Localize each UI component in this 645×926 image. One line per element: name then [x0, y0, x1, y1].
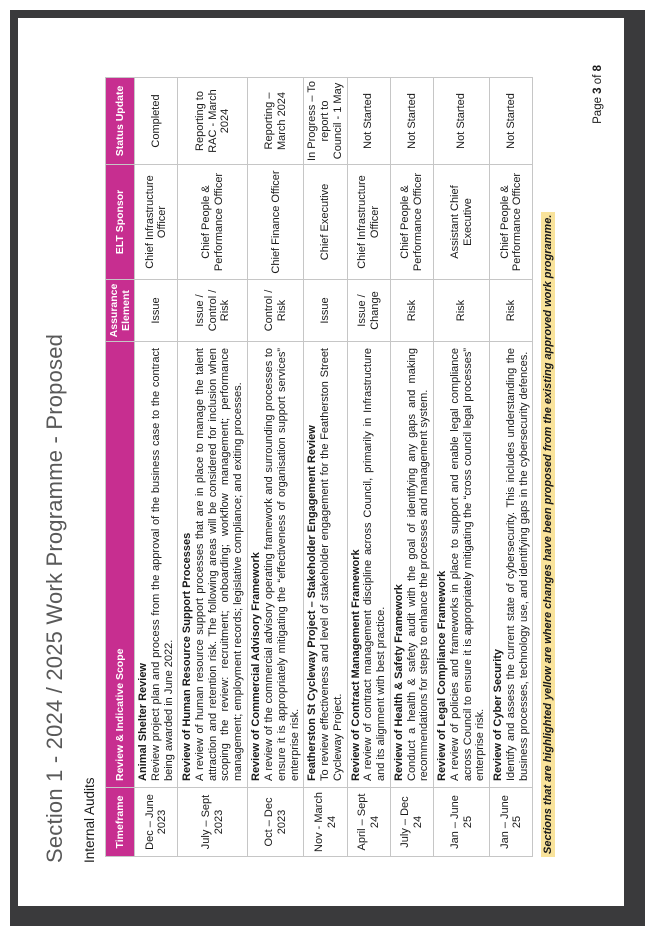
review-title: Review of Commercial Advisory Framework [250, 552, 263, 781]
timeframe-cell: Dec – June 2023 [135, 788, 178, 857]
sponsor-cell: Chief People & Performance Officer [490, 165, 533, 280]
table-row [178, 78, 248, 857]
status-cell: Not Started [347, 78, 390, 165]
status-cell: Completed [135, 78, 178, 165]
sponsor-cell: Chief Executive [304, 165, 347, 280]
column-header-assurance-element: Assurance Element [106, 280, 135, 342]
timeframe-cell: Nov - March 24 [304, 788, 347, 857]
assurance-cell: Issue [135, 280, 178, 342]
assurance-cell: Issue / Control / Risk [178, 280, 248, 342]
table-row [304, 78, 347, 857]
assurance-cell: Issue / Change [347, 280, 390, 342]
scope-cell [178, 342, 248, 788]
timeframe-cell: July – Dec 24 [390, 788, 433, 857]
review-description: A review of policies and frameworks in place to support and enable legal compliance across Council to ensure it is appropriately mitigating the “cross council legal processes” enterprise risk. [448, 348, 487, 781]
review-description: To review effectiveness and level of stakeholder engagement for the Featherston Street Cycleway Project. [319, 348, 344, 781]
column-header-elt-sponsor: ELT Sponsor [106, 165, 135, 280]
sponsor-cell: Chief Infrastructure Officer [347, 165, 390, 280]
column-header-review-scope: Review & Indicative Scope [106, 342, 135, 788]
table-row [347, 78, 390, 857]
sponsor-cell: Assistant Chief Executive [434, 165, 490, 280]
page-number [592, 65, 604, 124]
scope-cell [490, 342, 533, 788]
page-number-mid: of [592, 74, 604, 85]
sponsor-cell: Chief Infrastructure Officer [135, 165, 178, 280]
status-cell: Not Started [490, 78, 533, 165]
timeframe-cell: July – Sept 2023 [178, 788, 248, 857]
page-subtitle: Internal Audits [82, 777, 97, 863]
review-title: Animal Shelter Review [137, 663, 150, 781]
status-cell: In Progress – To report to Council - 1 May [304, 78, 347, 165]
status-cell: Not Started [390, 78, 433, 165]
rotated-landscape-content [18, 20, 618, 880]
assurance-cell: Issue [304, 280, 347, 342]
scope-cell [304, 342, 347, 788]
status-cell: Reporting to RAC - March 2024 [178, 78, 248, 165]
page-number-prefix: Page [592, 97, 604, 124]
review-title: Review of Health & Safety Framework [392, 584, 405, 781]
timeframe-cell: Jan – June 25 [490, 788, 533, 857]
scope-cell [248, 342, 304, 788]
review-title: Featherston St Cycleway Project – Stakeholder Engagement Review [306, 425, 319, 781]
review-description: A review of human resource support processes that are in place to manage the talent attraction and retention risk. The following areas will be considered for inclusion when scoping the review: recruitment; onboarding; workflow management; performance management; employment records; legislative compliance; and exiting processes. [193, 348, 244, 781]
assurance-cell: Risk [390, 280, 433, 342]
column-header-timeframe: Timeframe [106, 788, 135, 857]
assurance-cell: Control / Risk [248, 280, 304, 342]
assurance-cell: Risk [490, 280, 533, 342]
assurance-cell: Risk [434, 280, 490, 342]
scope-cell [390, 342, 433, 788]
review-title: Review of Legal Compliance Framework [436, 570, 449, 781]
sponsor-cell: Chief People & Performance Officer [178, 165, 248, 280]
page-number-current: 3 [592, 87, 604, 94]
review-title: Review of Human Resource Support Processes [181, 532, 193, 781]
status-cell: Not Started [434, 78, 490, 165]
review-description: Identify and assess the current state of cybersecurity. This includes understanding the business processes, technology use, and identifying gaps in the cybersecurity defences. [504, 348, 530, 781]
highlight-legend-text: Sections that are highlighted yellow are where changes have been proposed from the existing approved work programme. [541, 212, 555, 857]
column-header-status-update: Status Update [106, 78, 135, 165]
sponsor-cell: Chief Finance Officer [248, 165, 304, 280]
table-row [135, 78, 178, 857]
status-cell: Reporting – March 2024 [248, 78, 304, 165]
review-title: Review of Cyber Security [492, 648, 505, 781]
table-row [434, 78, 490, 857]
review-description: A review of the commercial advisory operating framework and surrounding processes to ensure it is appropriately mitigating the “effectiveness of organisation support services” enterprise risk. [263, 348, 301, 781]
page-number-total: 8 [592, 65, 604, 72]
table-row [390, 78, 433, 857]
page-sheet [18, 18, 624, 906]
timeframe-cell: Jan – June 25 [434, 788, 490, 857]
review-title: Review of Contract Management Framework [349, 549, 362, 781]
scope-cell [434, 342, 490, 788]
page-title: Section 1 - 2024 / 2025 Work Programme - Proposed [42, 333, 67, 863]
scope-cell [135, 342, 178, 788]
table-row [248, 78, 304, 857]
work-programme-table [105, 77, 533, 857]
sponsor-cell: Chief People & Performance Officer [390, 165, 433, 280]
scope-cell [347, 342, 390, 788]
timeframe-cell: April – Sept 24 [347, 788, 390, 857]
review-description: A review of contract management discipline across Council, primarily in Infrastructure and its alignment with best practice. [362, 348, 388, 781]
highlight-legend-note [542, 212, 554, 857]
review-description: Review project plan and process from the approval of the business case to the contract being awarded in June 2022. [149, 348, 175, 781]
timeframe-cell: Oct – Dec 2023 [248, 788, 304, 857]
table-header-row [106, 78, 135, 857]
review-description: Conduct a health & safety audit with the goal of identifying any gaps and making recommendations for steps to enhance the processes and management system. [405, 348, 431, 781]
table-row [490, 78, 533, 857]
